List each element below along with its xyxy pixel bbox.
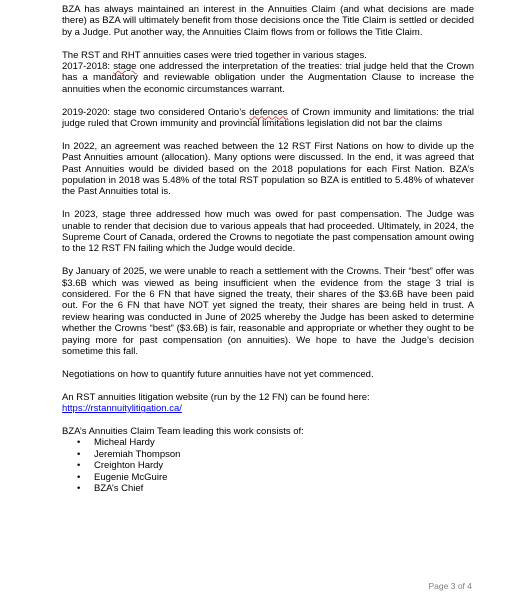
website-intro-text: An RST annuities litigation website (run by the 12 FN) can be found here: [62, 391, 370, 403]
paragraph-settlement-2025: By January of 2025, we were unable to reach a settlement with the Crowns. Their “best” offer was $3.6B which was viewed as being insufficient when the evidence from the stage 3 trial is considered. For the 6 FN that have signed the treaty, their shares of the $3.6B have been paid out. For the 6 FN that have NOT yet signed the treaty, their shares are being held in trust. A review hearing was conducted in June of 2025 whereby the Judge has been asked to determine whether the Crowns “best” ($3.6B) is fair, reasonable and appropriate or whether they ought to be paying more for past compensation (on annuities). We hope to have the Judge’s decision sometime this fall. [62, 266, 474, 358]
paragraph-stage-one-intro: The RST and RHT annuities cases were tried together in various stages. [62, 49, 367, 61]
stage-two-prefix: 2019-2020: stage two considered Ontario’s [62, 106, 250, 118]
paragraph-website [62, 392, 474, 415]
paragraph-future-annuities: Negotiations on how to quantify future annuities have not yet commenced. [62, 368, 374, 380]
document-body [62, 4, 474, 494]
stage-one-prefix: 2017-2018: [62, 61, 114, 73]
paragraph-allocation-2022: In 2022, an agreement was reached between the 12 RST First Nations on how to divide up the Past Annuities amount (allocation). Many options were discussed. In the end, it was agreed that Past Annuities would be divided based on the 2018 populations for each First Nation. BZA’s population in 2018 was 5.48% of the total RST population so BZA is entitled to 5.48% of whatever the Past Annuities total is. [62, 140, 474, 198]
page-number: Page 3 of 4 [428, 581, 472, 591]
list-item: • Creighton Hardy [62, 460, 474, 471]
spellcheck-word-stage: stage [113, 61, 137, 73]
list-item: • Micheal Hardy [62, 437, 474, 448]
paragraph-annuities-interest: BZA has always maintained an interest in the Annuities Claim (and what decisions are made there) as BZA will ultimately benefit from those decisions once the Title Claim is settled or decided by a Judge. Put another way, the Annuities Claim flows from or follows the Title Claim. [62, 4, 474, 38]
stage-two-text: of Crown immunity and limitations: the trial judge ruled that Crown immunity and provincial limitations legislation did not bar the claims [62, 106, 475, 130]
litigation-website-link[interactable]: https://rstannuitylitigation.ca/ [62, 403, 182, 415]
paragraph-team-intro: BZA’s Annuities Claim Team leading this work consists of: [62, 425, 304, 437]
stage-one-text: one addressed the interpretation of the treaties: trial judge held that the Crown has a mandatory and reviewable obligation under the Augmentation Clause to increase the annuities when the economic circumstances warrant. [62, 61, 475, 95]
spellcheck-word-defences: defences [249, 106, 288, 118]
paragraph-stage-one [62, 50, 474, 96]
list-item: • Eugenie McGuire [62, 472, 474, 483]
paragraph-stage-two [62, 107, 474, 130]
list-item: • BZA’s Chief [62, 483, 474, 494]
paragraph-stage-three-2023: In 2023, stage three addressed how much was owed for past compensation. The Judge was unable to render that decision due to various appeals that had proceeded. Ultimately, in 2024, the Supreme Court of Canada, ordered the Crowns to negotiate the past compensation amount owing to the 12 RST FN failing which the Judge would decide. [62, 209, 474, 255]
team-member-list [62, 437, 474, 494]
list-item: • Jeremiah Thompson [62, 449, 474, 460]
